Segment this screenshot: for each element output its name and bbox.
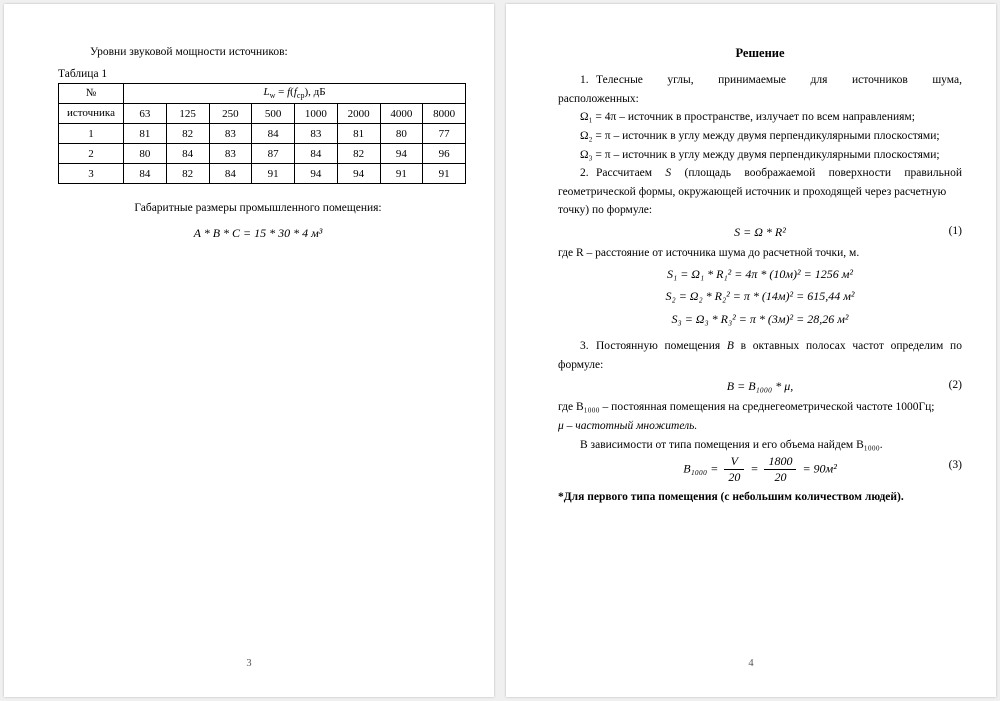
item3-word: частот <box>852 340 884 353</box>
item2-word: (площадь <box>684 167 732 180</box>
item1-word: для <box>810 74 828 86</box>
item2-symbol: S <box>665 167 672 180</box>
table-cell: 94 <box>295 164 338 184</box>
freq-cell: 250 <box>209 104 252 124</box>
s3-line: S₃ = Ω₃ * R₃² = π * (3м)² = 28,26 м² <box>671 312 849 327</box>
item-body <box>596 164 962 183</box>
dimensions-title: Габаритные размеры промышленного помещения: <box>134 202 382 214</box>
item3-word: полосах <box>806 340 846 353</box>
table-cell: 80 <box>380 124 423 144</box>
table-cell: 83 <box>295 124 338 144</box>
freq-cell: 125 <box>166 104 209 124</box>
item3-word: октавных <box>752 340 800 353</box>
freq-cell: 1000 <box>295 104 338 124</box>
item-body <box>596 337 962 356</box>
item-body <box>596 71 962 90</box>
numbered-item-3 <box>558 337 962 356</box>
page-number-right: 4 <box>748 658 754 669</box>
row-id: 1 <box>59 124 124 144</box>
omega-line-2: Ω₂ = π – источник в углу между двумя перпендикулярными плоскостями; <box>580 129 940 142</box>
fraction-numerator: 1800 <box>764 454 796 470</box>
header-cell-lw: $L_w = f(f_{ср})$, дБ <box>124 84 466 104</box>
table-cell: 81 <box>337 124 380 144</box>
table-cell: 91 <box>423 164 466 184</box>
table-cell: 84 <box>209 164 252 184</box>
item1-word: углы, <box>667 74 694 86</box>
table-cell: 94 <box>337 164 380 184</box>
item2-line2: геометрической формы, окружающей источник и проходящей через расчетную <box>558 185 947 198</box>
item3-line2: формуле: <box>558 358 604 371</box>
item2-word: воображаемой <box>744 167 816 180</box>
sound-power-table <box>58 83 466 184</box>
freq-cell: 63 <box>124 104 167 124</box>
where-b1000-line: где B₁₀₀₀ – постоянная помещения на среднегеометрической частоте 1000Гц; <box>558 401 935 414</box>
freq-cell: 2000 <box>337 104 380 124</box>
table-subheader-row <box>59 104 466 124</box>
equation-3-rhs: = 90м² <box>802 461 837 476</box>
table-cell: 91 <box>380 164 423 184</box>
page-left <box>4 4 494 697</box>
where-r-line: где R – расстояние от источника шума до расчетной точки, м. <box>558 247 860 259</box>
equation-3 <box>558 454 962 485</box>
fraction-denominator: 20 <box>728 470 741 485</box>
item1-word: шума, <box>932 74 962 86</box>
table-cell: 87 <box>252 144 295 164</box>
depends-line: В зависимости от типа помещения и его объема найдем B₁₀₀₀. <box>580 438 883 451</box>
table-row <box>59 164 466 184</box>
item3-word: определим <box>890 340 944 353</box>
item1-second-line: расположенных: <box>558 92 639 105</box>
fraction-v-20 <box>724 454 744 485</box>
table-cell: 83 <box>209 124 252 144</box>
fraction-1800-20 <box>764 454 796 485</box>
numbered-item-1 <box>558 71 962 90</box>
table-cell: 84 <box>124 164 167 184</box>
row-id: 3 <box>59 164 124 184</box>
freq-cell: 8000 <box>423 104 466 124</box>
fraction-numerator: V <box>724 454 744 470</box>
table-cell: 80 <box>124 144 167 164</box>
table-row <box>59 124 466 144</box>
table-cell: 82 <box>166 164 209 184</box>
item3-symbol: B <box>726 340 734 353</box>
page-number-left: 3 <box>246 658 252 669</box>
header-cell-source-label: источника <box>59 104 124 124</box>
freq-cell: 500 <box>252 104 295 124</box>
table-cell: 96 <box>423 144 466 164</box>
dimensions-formula: A * B * C = 15 * 30 * 4 м³ <box>193 226 323 240</box>
item3-word: Постоянную <box>596 340 658 353</box>
page-title: Решение <box>735 46 785 60</box>
item2-line3: точку) по формуле: <box>558 204 653 217</box>
page-left-content <box>4 4 494 697</box>
s1-line: S₁ = Ω₁ * R₁² = 4π * (10м)² = 1256 м² <box>667 266 853 281</box>
equation-3-number: (3) <box>948 459 962 472</box>
equation-2-formula: B = B₁₀₀₀ * μ, <box>726 379 794 394</box>
table-header-row <box>59 84 466 104</box>
header-cell-source-number: № <box>59 84 124 104</box>
omega-line-3: Ω₃ = π – источник в углу между двумя перпендикулярными плоскостями; <box>580 148 940 161</box>
table-cell: 84 <box>166 144 209 164</box>
equation-1 <box>558 220 962 244</box>
item3-word: по <box>950 340 962 353</box>
table-caption: Таблица 1 <box>58 68 108 80</box>
equation-2 <box>558 374 962 398</box>
table-cell: 94 <box>380 144 423 164</box>
freq-cell: 4000 <box>380 104 423 124</box>
equation-2-number: (2) <box>948 379 962 392</box>
item-number: 2. <box>580 167 589 180</box>
table-cell: 82 <box>166 124 209 144</box>
table-cell: 84 <box>252 124 295 144</box>
omega-line-1: Ω₁ = 4π – источник в пространстве, излучает по всем направлениям; <box>580 111 915 124</box>
lead-line: Уровни звуковой мощности источников: <box>90 46 288 58</box>
numbered-item-2 <box>558 164 962 183</box>
table-cell: 77 <box>423 124 466 144</box>
item2-word: правильной <box>904 167 962 180</box>
where-mu-line: μ – частотный множитель. <box>558 419 698 432</box>
table-cell: 82 <box>337 144 380 164</box>
table-cell: 83 <box>209 144 252 164</box>
item1-word: источников <box>851 74 908 86</box>
equation-1-number: (1) <box>948 225 962 237</box>
table-cell: 84 <box>295 144 338 164</box>
equation-1-formula: S = Ω * R² <box>734 225 786 239</box>
table-cell: 81 <box>124 124 167 144</box>
page-right <box>506 4 996 697</box>
equation-3-lhs: B₁₀₀₀ = <box>683 461 719 476</box>
item3-word: помещения <box>664 340 721 353</box>
equation-3-equals: = <box>750 461 759 476</box>
footnote: *Для первого типа помещения (с небольшим количеством людей). <box>558 491 904 504</box>
table-cell: 91 <box>252 164 295 184</box>
item-number: 1. <box>580 74 589 86</box>
item3-word: в <box>740 340 747 353</box>
fraction-denominator: 20 <box>774 470 787 485</box>
row-id: 2 <box>59 144 124 164</box>
s2-line: S₂ = Ω₂ * R₂² = π * (14м)² = 615,44 м² <box>665 289 855 304</box>
item1-word: принимаемые <box>718 74 787 86</box>
item1-word: Телесные <box>596 74 643 86</box>
item2-word: поверхности <box>828 167 891 180</box>
page-right-content <box>506 4 996 697</box>
table-row <box>59 144 466 164</box>
item2-word: Рассчитаем <box>596 167 653 180</box>
item-number: 3. <box>580 340 589 353</box>
